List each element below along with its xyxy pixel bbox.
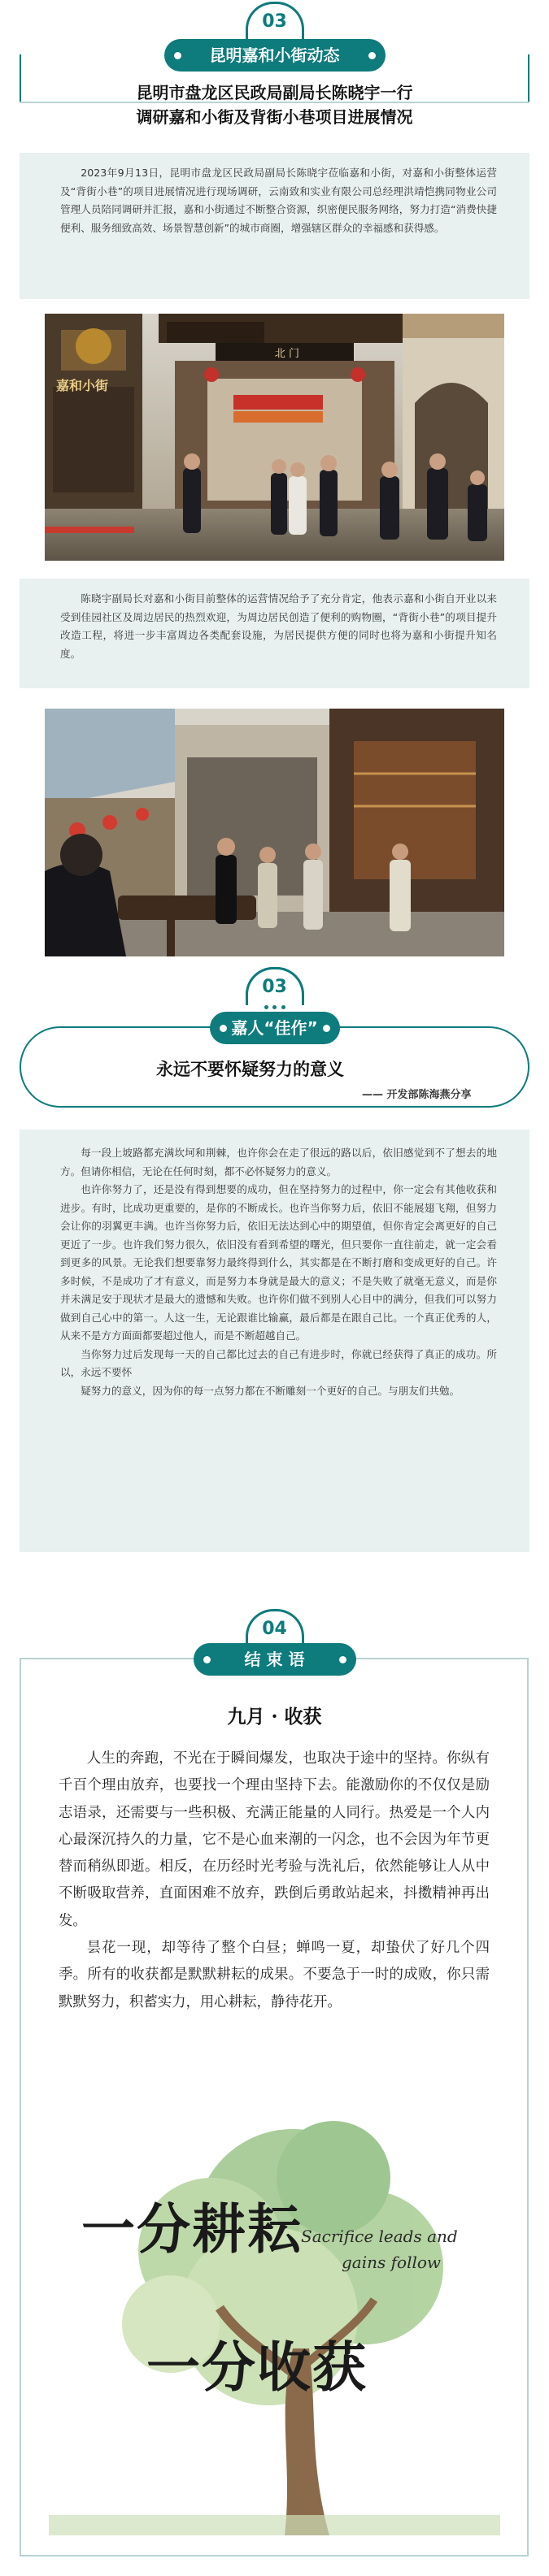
essay-byline: —— 开发部陈海燕分享 [362,1089,472,1101]
section-number-2: 03 [262,977,287,997]
photo-shopping-street-illustration [45,709,504,956]
gate-sign-left: 嘉和小街 [56,378,109,393]
tree-drawing [49,2105,500,2535]
poem-paragraph-1: 人生的奔跑，不光在于瞬间爆发，也取决于途中的坚持。你纵有千百个理由放弃，也要找一个理由坚持下去。能激励你的不仅仅是励志语录，还需要与一些积极、充满正能量的人同行。热爱是一个人内心最深沉持久的力量，它不是心血来潮的一闪念，也不会因为年节更替而稍纵即逝。相反，在历经时光考验与洗礼后，依然能够让人从中不断吸取营养，直面困难不放弃，跌倒后勇敢站起来，抖擞精神再出发。 [59,1750,490,1929]
essay-paragraph-2: 也许你努力了，还是没有得到想要的成功，但在坚持努力的过程中，你一定会有其他收获和进步。有时，比成功更重要的，是你的不断成长。也许当你努力后，依旧不能展翅飞翔，但努力会让你的羽翼更丰满。也许当你努力后，依旧无法达到心中的期望值，但你肯定会离更好的自己更近了一步。也许我们努力很久，依旧没有看到希望的曙光，但只要你一直往前走，就一定会看到更多的风景。无论我们想要靠努力最终得到什么，其实都是在不断打磨和变成更好的自己。许多时候，不是成功了才有意义，而是努力本身就是最大的意义；不是失败了就毫无意义，而是你并未满足安于现状才是最大的遗憾和失败。也许你们做不到别人心目中的满分，但我们可以努力做到自己心中的第一。人这一生，无论跟谁比输赢，最后都是在跟自己比。一个真正优秀的人，从来不是方方面面都要超过他人，而是不断超越自己。 [60,1183,497,1342]
assessment-paragraph: 陈晓宇副局长对嘉和小街目前整体的运营情况给予了充分肯定，他表示嘉和小街自开业以来受到佳园社区及周边居民的热烈欢迎，为周边居民创造了便利的购物圈，“背街小巷”的项目提升改造工程，将进一步丰富周边各类配套设施，为居民提供方便的同时也将为嘉和小街提升知名度。 [60,592,497,660]
section2-pill-title: 嘉人“佳作” [210,1012,340,1044]
english-motto-line-1: Sacrifice leads and [301,2227,458,2246]
north-gate-sign: 北 门 [274,348,300,360]
poem-title: 九月 · 收获 [227,1706,322,1728]
headline-line-2: 调研嘉和小街及背街小巷项目进展情况 [136,107,413,127]
section-number-badge-2b [246,967,304,1005]
intro-paragraph: 2023年9月13日，昆明市盘龙区民政局副局长陈晓宇莅临嘉和小街，对嘉和小街整体运营及“背街小巷”的项目进展情况进行现场调研，云南致和实业有限公司总经理洪靖恺携同物业公司管理人员陪同调研并汇报，嘉和小街通过不断整合资源，织密便民服务网络，努力打造“消费快捷便利、服务细致高效、场景智慧创新”的城市商圈，增强辖区群众的幸福感和获得感。 [60,167,497,234]
english-motto-line-2: gains follow [342,2253,442,2272]
photo-shopping-street [45,709,504,956]
calligraphy-line-2: 一分收获 [146,2335,368,2399]
essay-paragraph-1: 每一段上坡路都充满坎坷和荆棘，也许你会在走了很远的路以后，依旧感觉到不了想去的地方。但请你相信，无论在任何时刻，都不必怀疑努力的意义。 [60,1147,497,1177]
section-pill-title: 昆明嘉和小街动态 [164,39,386,72]
essay-paragraph-3: 当你努力过后发现每一天的自己都比过去的自己有进步时，你就已经获得了真正的成功。所以，永远不要怀 [60,1347,497,1378]
essay-text-block [20,1130,529,1552]
assessment-text-block [20,579,529,688]
essay-paragraph-4: 疑努力的意义，因为你的每一点努力都在不断雕刻一个更好的自己。与朋友们共勉。 [81,1384,460,1397]
headline-line-1: 昆明市盘龙区民政局副局长陈晓宇一行 [136,83,413,102]
photo-street-gate [45,314,504,561]
intro-text-block [20,153,529,299]
closing-pill-title: 结 束 语 [194,1643,356,1676]
poem-body [59,1746,490,2016]
essay-headline: 永远不要怀疑努力的意义 [156,1060,344,1079]
section-number-badge-3 [246,1609,304,1647]
badge-dots-2 [264,1005,285,1010]
section-number: 03 [262,11,287,32]
poem-paragraph-2: 昙花一现，却等待了整个白昼；蝉鸣一夏，却蛰伏了好几个四季。所有的收获都是默默耕耘的成果。不要急于一时的成败，你只需默默努力，积蓄实力，用心耕耘，静待花开。 [59,1940,490,2010]
calligraphy-line-1: 一分耕耘 [81,2197,303,2261]
tree-illustration [49,2105,500,2535]
section-number-3: 04 [262,1619,287,1639]
section-number-badge [246,2,304,40]
